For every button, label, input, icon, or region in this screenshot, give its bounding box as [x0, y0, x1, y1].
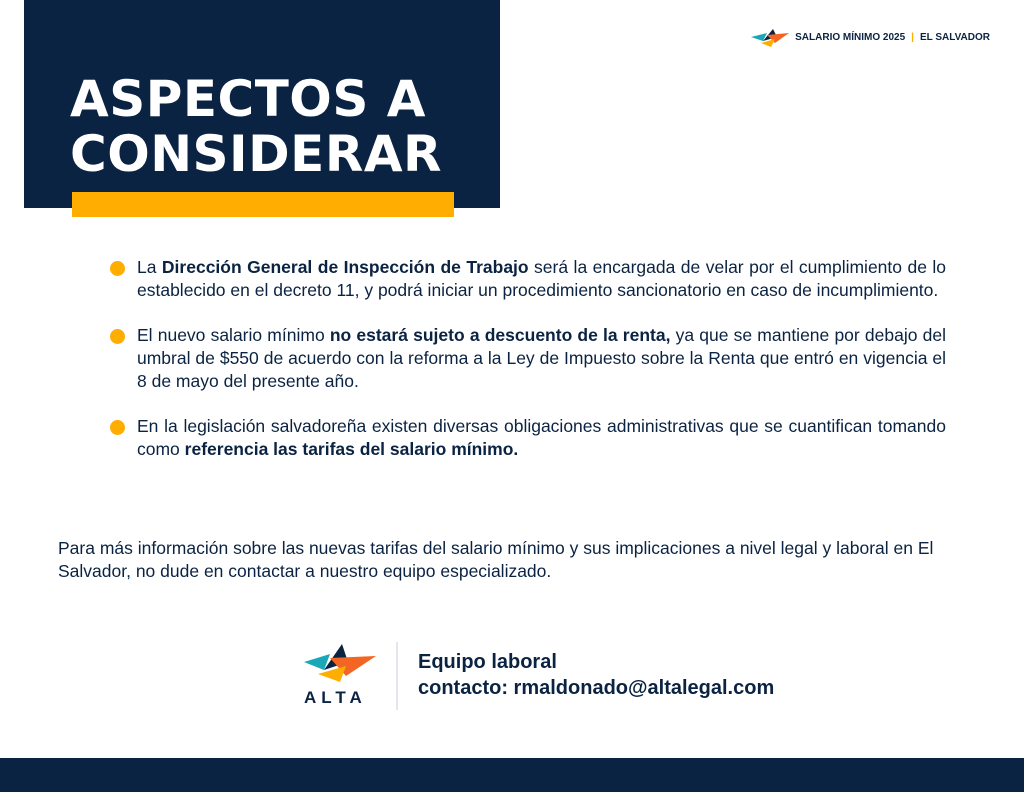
contact-email[interactable]: contacto: rmaldonado@altalegal.com — [418, 677, 775, 699]
contact-divider — [396, 642, 398, 710]
contact-text — [418, 649, 774, 701]
list-item — [110, 256, 946, 302]
footer-bar — [0, 758, 1024, 792]
alta-logo-icon — [751, 27, 789, 47]
header-country: EL SALVADOR — [919, 31, 990, 43]
bullet-dot-icon — [110, 329, 125, 344]
considerations-list — [110, 256, 946, 483]
bullet-dot-icon — [110, 420, 125, 435]
title-line-2: CONSIDERAR — [70, 125, 443, 183]
contact-team: Equipo laboral — [418, 651, 557, 673]
bullet-text-post: ya que se mantiene por debajo del umbral de $550 de acuerdo con la reforma a la Ley de Impuesto sobre la Renta que entró en vigencia el 8 de mayo del presente año. — [137, 325, 946, 391]
title-line-1: ASPECTOS A — [70, 70, 426, 128]
bullet-text-bold: Dirección General de Inspección de Trabajo — [161, 257, 529, 277]
list-item — [110, 415, 946, 461]
alta-logo-word: ALTA — [304, 688, 367, 707]
bullet-text-post: será la encargada de velar por el cumplimiento de lo establecido en el decreto 11, y podrá iniciar un procedimiento sancionatorio en caso de incumplimiento. — [137, 257, 946, 300]
info-paragraph: Para más información sobre las nuevas tarifas del salario mínimo y sus implicaciones a nivel legal y laboral en El Salvador, no dude en contactar a nuestro equipo especializado. — [58, 538, 934, 581]
bullet-text-bold: referencia las tarifas del salario mínimo. — [184, 439, 519, 459]
title-underline — [72, 192, 454, 217]
header-brand-label: SALARIO MÍNIMO 2025 — [795, 31, 906, 43]
header-separator: | — [911, 31, 914, 43]
bullet-text-pre: El nuevo salario mínimo — [137, 325, 330, 345]
bullet-text-bold: no estará sujeto a descuento de la renta, — [329, 325, 671, 345]
bullet-text-pre: En la legislación salvadoreña existen diversas obligaciones administrativas que se cuantifican tomando como — [137, 416, 946, 459]
bullet-text-pre: La — [137, 257, 162, 277]
header-brand — [751, 27, 990, 47]
bullet-dot-icon — [110, 261, 125, 276]
list-item — [110, 324, 946, 393]
page-title — [70, 72, 442, 182]
contact-block — [300, 640, 900, 716]
